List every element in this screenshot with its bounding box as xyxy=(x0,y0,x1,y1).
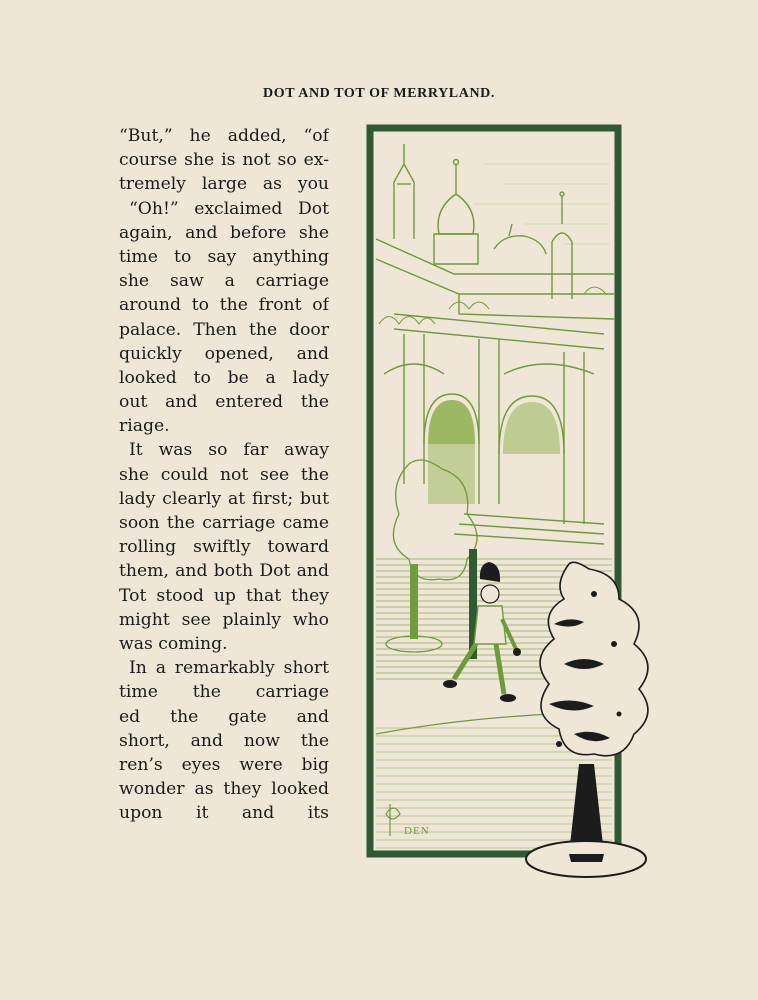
text-line: Tot stood up that they xyxy=(119,585,329,606)
text-line: palace. Then the door xyxy=(119,319,329,340)
text-line: out and entered the xyxy=(119,392,329,413)
text-line: It was so far away xyxy=(129,440,329,461)
palace-illustration xyxy=(364,124,654,884)
text-line: riage. xyxy=(119,416,170,437)
paragraph xyxy=(119,197,329,439)
text-line: ed the gate and xyxy=(119,706,329,727)
text-line: again, and before she xyxy=(119,222,329,243)
text-line: short, and now the xyxy=(119,730,329,751)
text-line: ren’s eyes were big xyxy=(119,754,329,775)
text-line: quickly opened, and xyxy=(119,343,329,364)
paragraph xyxy=(119,124,329,197)
text-line: tremely large as you xyxy=(119,174,329,195)
text-line: “Oh!” exclaimed Dot xyxy=(129,198,329,219)
text-line: wonder as they looked xyxy=(119,779,329,800)
text-line: she could not see the xyxy=(119,464,329,485)
paragraph xyxy=(119,656,329,825)
text-line: time to say anything xyxy=(119,246,329,267)
text-line: was coming. xyxy=(119,633,228,654)
text-line: course she is not so ex- xyxy=(119,150,329,171)
text-line: In a remarkably short xyxy=(129,658,329,679)
text-line: around to the front of xyxy=(119,295,329,316)
text-line: “But,” he added, “of xyxy=(119,126,329,146)
text-line: upon it and its xyxy=(119,803,329,824)
text-line: lady clearly at first; but xyxy=(119,488,329,509)
text-line: might see plainly who xyxy=(119,609,329,630)
text-line: time the carriage xyxy=(119,682,329,703)
running-head: DOT AND TOT OF MERRYLAND. xyxy=(263,86,495,101)
artist-signature: DEN xyxy=(404,825,430,837)
text-line: she saw a carriage xyxy=(119,271,329,292)
text-line: rolling swiftly toward xyxy=(119,537,329,558)
paragraph xyxy=(119,438,329,656)
body-text xyxy=(119,124,329,825)
text-line: soon the carriage came xyxy=(119,513,329,533)
text-line: them, and both Dot and xyxy=(119,561,329,582)
text-line: looked to be a lady xyxy=(119,367,329,388)
